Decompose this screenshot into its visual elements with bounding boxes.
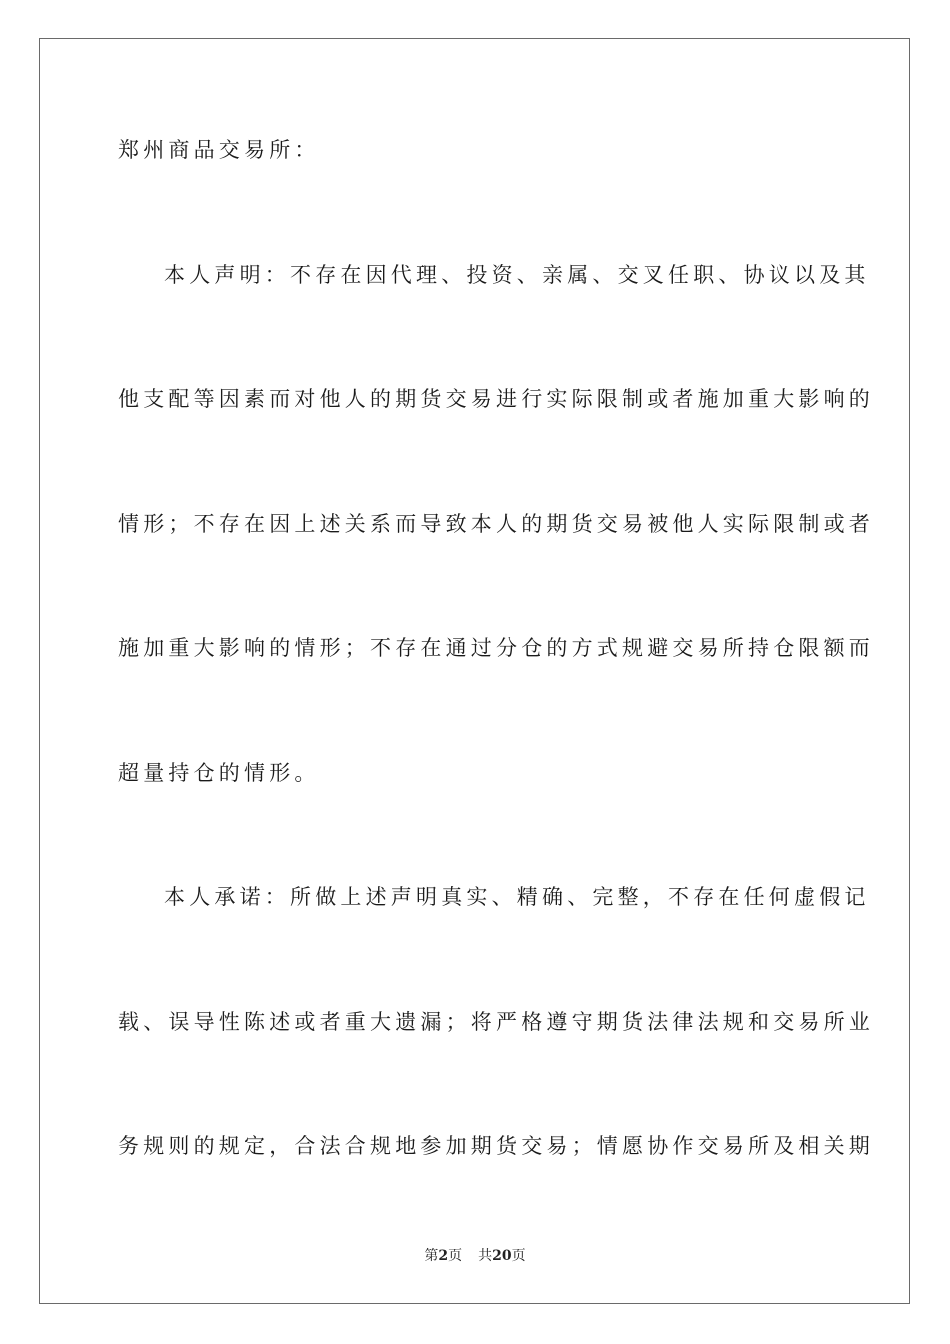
paragraph-2-line-1: 本人承诺：所做上述声明真实、精确、完整，不存在任何虚假记	[164, 885, 870, 909]
paragraph-1-line-1: 本人声明：不存在因代理、投资、亲属、交叉任职、协议以及其	[164, 263, 870, 287]
page-number: 2	[438, 1248, 449, 1264]
paragraph-1-line-3: 情形；不存在因上述关系而导致本人的期货交易被他人实际限制或者	[118, 512, 874, 536]
paragraph-2-line-3: 务规则的规定，合法合规地参加期货交易；情愿协作交易所及相关期	[118, 1134, 874, 1158]
total-suffix: 页	[511, 1248, 526, 1264]
page-prefix: 第	[424, 1248, 439, 1264]
paragraph-1-line-5: 超量持仓的情形。	[118, 761, 320, 785]
paragraph-1-line-4: 施加重大影响的情形；不存在通过分仓的方式规避交易所持仓限额而	[118, 636, 874, 660]
addressee-line: 郑州商品交易所：	[118, 138, 320, 162]
page-suffix: 页	[448, 1248, 463, 1264]
page-footer	[0, 1247, 950, 1265]
total-pages: 20	[492, 1248, 512, 1264]
paragraph-1-line-2: 他支配等因素而对他人的期货交易进行实际限制或者施加重大影响的	[118, 387, 874, 411]
paragraph-2-line-2: 载、误导性陈述或者重大遗漏；将严格遵守期货法律法规和交易所业	[118, 1010, 874, 1034]
total-prefix: 共	[478, 1248, 493, 1264]
page-border	[39, 38, 910, 1304]
